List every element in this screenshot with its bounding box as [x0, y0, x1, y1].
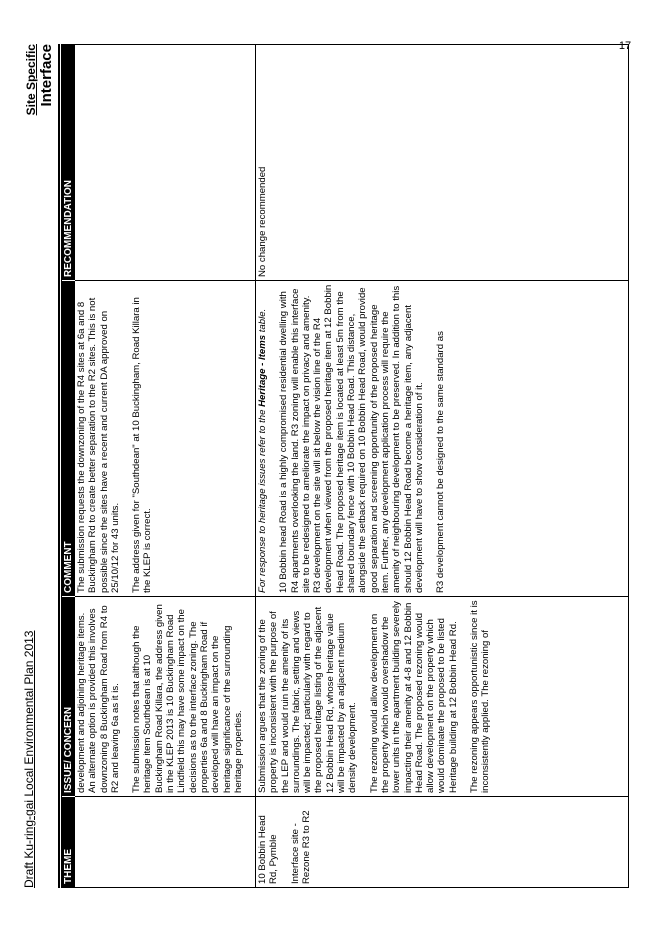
document-title: Draft Ku-ring-gai Local Environmental Plan 2013: [22, 630, 36, 888]
comment-lead-suffix: table.: [257, 308, 268, 335]
comment-cell: [75, 280, 255, 596]
column-header-issue: ISSUE/ CONCERN: [62, 596, 75, 796]
column-header-recommendation: RECOMMENDATION: [63, 179, 74, 277]
comment-paragraph: R3 development cannot be designed to the same standard as: [435, 331, 447, 593]
comment-lead: [257, 284, 268, 593]
comment-lead-prefix: For response to heritage issues refer to the: [257, 406, 268, 593]
page-number: 17: [618, 40, 632, 52]
issue-paragraph: development and adjoining heritage items. An alternate option is provided this involves downzoning 8 Buckingham Road from R4 to R2 and leaving 6a as it is.: [76, 605, 121, 793]
recommendation-cell: No change recommended: [257, 166, 268, 277]
comment-lead-bold: Heritage - Items: [257, 334, 268, 407]
theme-cell: [256, 796, 628, 887]
site-specific-label: Site Specific: [24, 44, 38, 116]
column-header-comment: COMMENT: [62, 280, 75, 596]
table-row: [75, 45, 255, 887]
issue-paragraph: The rezoning appears opportunistic since it is inconsistently applied. The rezoning of: [469, 600, 492, 793]
issue-paragraph: The rezoning would allow development on the property which would overshadow the lower units in the apartment building severely impacting their amenity at 4-8 and 12 Bobbin Head Road. The proposed rezoning would allow development on the property which would dominate the proposed to be listed Heritage building at 12 Bobbin Head Rd.: [368, 601, 459, 793]
section-title: Interface: [38, 44, 55, 107]
header-rule: [58, 44, 60, 888]
theme-address: 10 Bobbin Head Rd, Pymble: [257, 815, 280, 884]
comment-paragraph: The address given for "Southdean" at 10 Buckingham, Road Killara in the KLEP is correct.: [131, 297, 154, 593]
comment-paragraph: 10 Bobbin head Road is a highly compromised residential dwelling with R4 apartments overlooking the land. R3 zoning will enable this interface site to be redesigned to ameliorate the impact on privacy and amenity. R3 development on the site will sit below the vision line of the R4 development when viewed from the proposed heritage item at 12 Bobbin Head Road. The proposed heritage item is located at least 5m from the shared boundary fence with 10 Bobbin Head Road. This distance, alongside the setback required on 10 Bobbin Head Road, would provide good separation and screening opportunity of the proposed heritage item. Further, any development application process will require the amenity of neighbouring development to be preserved. In addition to this should 12 Bobbin Head Road become a heritage item, any adjacent development will have to show consideration of it.: [278, 284, 425, 593]
table-header: [62, 45, 75, 887]
recommendation-cell: [75, 45, 255, 280]
table-row: [255, 45, 628, 887]
issue-cell: [75, 596, 255, 796]
issue-paragraph: Submission argues that the zoning of the property is inconsistent with the purpose of the LEP and would ruin the amenity of its surroundings. The fabric, setting and views will be impacted; particularly with regard to the proposed heritage listing of the adjacent 12 Bobbin Head Rd, whose heritage value will be impacted by an adjacent medium density development.: [257, 606, 359, 793]
submissions-table: [61, 44, 629, 888]
issue-paragraph: The submission notes that although the heritage item Southdean is at 10 Buckingham Road Killara, the address given in the KLEP 2013 is 10 Buckingham Road Lindfield this may have some impact on the decisions as to the interface zoning. The properties 6a and 8 Buckingham Road if developed will have an impact on the heritage significance of the surrounding heritage properties.: [131, 604, 244, 793]
theme-cell: [75, 796, 255, 887]
theme-rezone: Interface site - Rezone R3 to R2: [289, 810, 312, 884]
column-header-theme: THEME: [62, 796, 75, 887]
comment-cell: [256, 280, 628, 596]
issue-cell: [256, 596, 628, 796]
comment-paragraph: The submission requests the downzoning of the R4 sites at 6a and 8 Buckingham Rd to create better separation to the R2 sites. This is not possible since the sites have a recent and current DA approved on 25/10/12 for 43 units.: [76, 297, 121, 593]
